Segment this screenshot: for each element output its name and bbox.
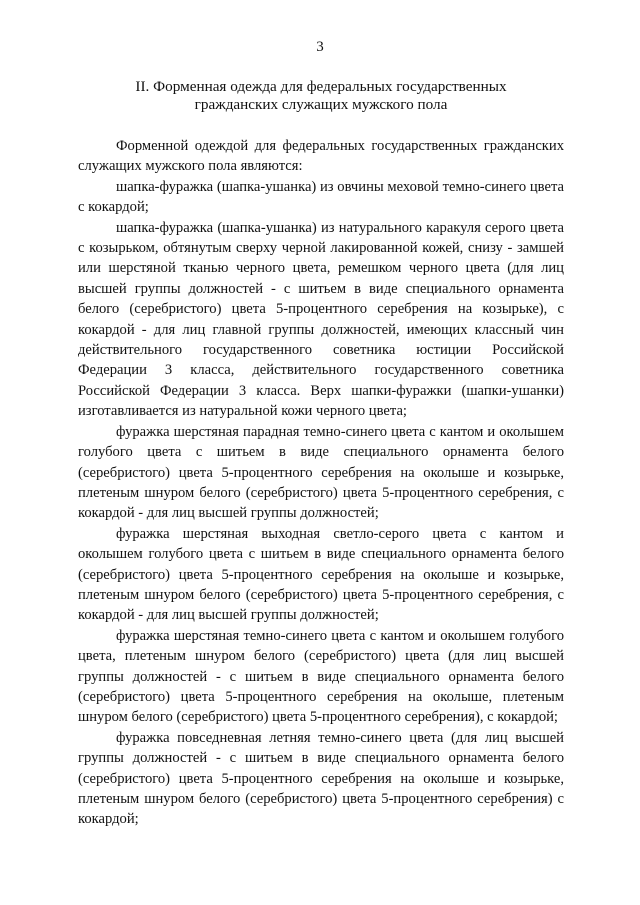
- section-title: [100, 78, 542, 114]
- paragraph-parade-cap: фуражка шерстяная парадная темно-синего цвета с кантом и околышем голубого цвета с шитьем в виде специального орнамента белого (серебристого) цвета 5-процентного серебрения на околыше и козырьке, плетеным шнуром белого (серебристого) цвета 5-процентного серебрения, с кокардой - для лиц высшей группы должностей;: [78, 423, 564, 522]
- section-title-line-1: II. Форменная одежда для федеральных государственных: [135, 78, 507, 95]
- paragraph-dress-cap: фуражка шерстяная выходная светло-серого цвета с кантом и околышем голубого цвета с шитьем в виде специального орнамента белого (серебристого) цвета 5-процентного серебрения на околыше и козырьке, плетеным шнуром белого (серебристого) цвета 5-процентного серебрения, с кокардой - для лиц высшей группы должностей;: [78, 525, 564, 624]
- page-number: 3: [316, 39, 324, 55]
- paragraph-sheepskin-cap: шапка-фуражка (шапка-ушанка) из овчины меховой темно-синего цвета с кокардой;: [78, 178, 564, 216]
- section-title-line-2: гражданских служащих мужского пола: [194, 96, 448, 113]
- paragraph-woolen-cap: фуражка шерстяная темно-синего цвета с кантом и околышем голубого цвета, плетеным шнуром белого (серебристого) цвета (для лиц высшей группы должностей - с шитьем в виде специального орнамента белого (серебристого) цвета 5-процентного серебрения на околыше, плетеным шнуром белого (серебристого) цвета 5-процентного серебрения), с кокардой;: [78, 627, 564, 726]
- document-body: [78, 136, 564, 830]
- paragraph-karakul-cap: шапка-фуражка (шапка-ушанка) из натурального каракуля серого цвета с козырьком, обтянутым сверху черной лакированной кожей, снизу - замшей или шерстяной тканью черного цвета, ремешком черного цвета (для лиц высшей группы должностей - с шитьем в виде специального орнамента белого (серебристого) цвета 5-процентного серебрения на козырьке), с кокардой - для лиц главной группы должностей, имеющих классный чин действительного государственного советника юстиции Российской Федерации 3 класса, действительного государственного советника Российской Федерации 3 класса. Верх шапки-фуражки (шапки-ушанки) изготавливается из натуральной кожи черного цвета;: [78, 219, 564, 420]
- paragraph-intro: Форменной одеждой для федеральных государственных гражданских служащих мужского пола являются:: [78, 138, 564, 175]
- paragraph-summer-cap: фуражка повседневная летняя темно-синего цвета (для лиц высшей группы должностей - с шитьем в виде специального орнамента белого (серебристого) цвета 5-процентного серебрения на околыше и козырьке, плетеным шнуром белого (серебристого) цвета 5-процентного серебрения) с кокардой;: [78, 729, 564, 828]
